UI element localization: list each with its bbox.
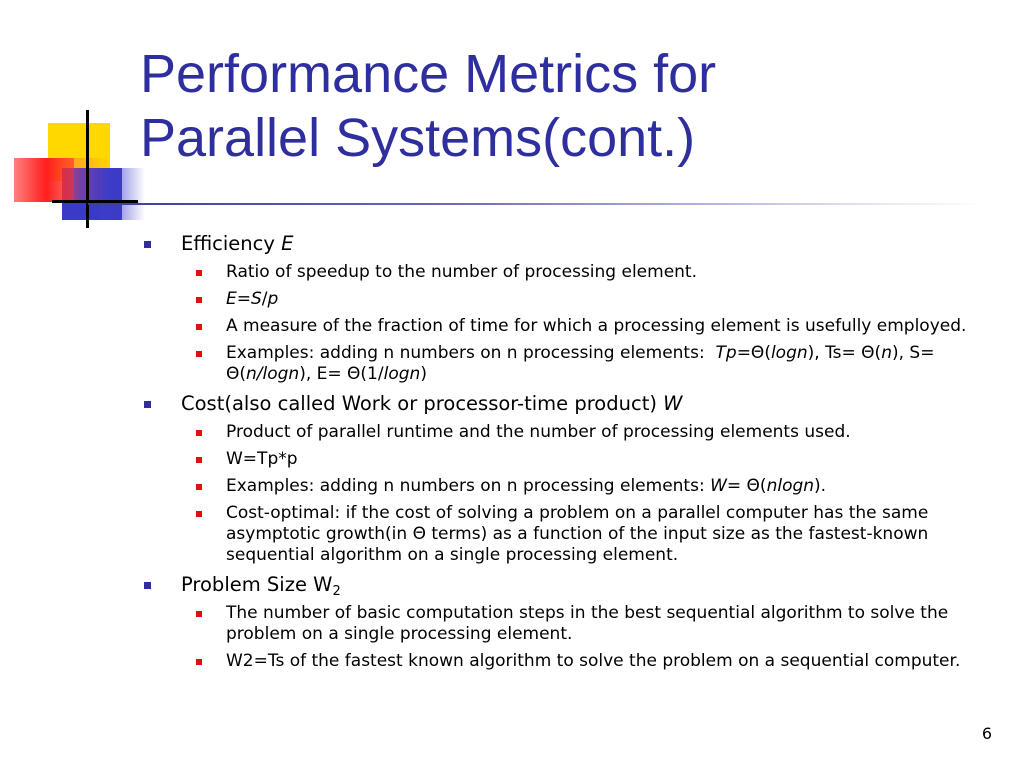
problem-size-label: Problem Size W xyxy=(181,573,333,596)
cost-symbol: W xyxy=(663,392,683,415)
sub-bullet xyxy=(142,262,1004,283)
cost-definition: Product of parallel runtime and the number of processing elements used. xyxy=(226,422,851,442)
example-n-over-logn: n/logn xyxy=(246,364,300,384)
example-part: ), Ts= Θ( xyxy=(807,343,882,363)
sub-bullet xyxy=(142,449,1004,470)
cost-example-w: W xyxy=(710,476,727,496)
bullet-efficiency xyxy=(142,231,1004,256)
example-n: n xyxy=(881,343,892,363)
example-text: Examples: adding n numbers on n processing elements: xyxy=(226,343,716,363)
bullet-problem-size xyxy=(142,572,1004,597)
problem-size-definition: The number of basic computation steps in the best sequential algorithm to solve the problem on a single processing element. xyxy=(226,603,949,644)
efficiency-symbol: E xyxy=(281,232,294,255)
decorative-red-fade xyxy=(40,158,110,202)
cost-example-nlogn: nlogn xyxy=(766,476,815,496)
example-tp: Tp xyxy=(715,343,737,363)
efficiency-measure: A measure of the fraction of time for which a processing element is usefully employed. xyxy=(226,316,967,336)
title-line-2: Parallel Systems(cont.) xyxy=(140,108,696,168)
example-part: ), E= Θ(1/ xyxy=(299,364,384,384)
title-line-1: Performance Metrics for xyxy=(140,44,717,104)
example-part: ), S= Θ( xyxy=(226,343,935,384)
sub-bullet xyxy=(142,503,1004,566)
example-logn: logn xyxy=(770,343,808,363)
page-number: 6 xyxy=(981,724,992,743)
cost-optimal-definition: Cost-optimal: if the cost of solving a problem on a parallel computer has the same asymptotic growth(in Θ terms) as a function of the input size as the fastest-known sequential algorithm on a single processing element. xyxy=(226,503,929,565)
bullet-cost xyxy=(142,391,1004,416)
example-part: ) xyxy=(420,364,427,384)
sub-bullet xyxy=(142,422,1004,443)
title-underline-rule xyxy=(88,203,988,205)
example-logn: logn xyxy=(383,364,421,384)
cost-example-part: ). xyxy=(814,476,827,496)
cost-label: Cost(also called Work or processor-time product) xyxy=(181,392,664,415)
sub-bullet xyxy=(142,603,1004,645)
problem-size-subscript: 2 xyxy=(332,584,341,599)
sub-bullet xyxy=(142,343,1004,385)
cost-formula: W=Tp*p xyxy=(226,449,298,469)
slide-title xyxy=(140,42,1000,170)
example-part: =Θ( xyxy=(736,343,771,363)
efficiency-label: Efficiency xyxy=(181,232,275,255)
formula-p: p xyxy=(267,289,279,309)
formula-slash: / xyxy=(261,289,268,309)
sub-bullet xyxy=(142,476,1004,497)
sub-bullet xyxy=(142,651,1004,672)
decorative-vertical-line xyxy=(86,110,89,228)
problem-size-w2: W2=Ts of the fastest known algorithm to solve the problem on a sequential computer. xyxy=(226,651,961,671)
formula-s: S xyxy=(251,289,262,309)
cost-example-part: = Θ( xyxy=(726,476,767,496)
formula-e: E xyxy=(226,289,237,309)
efficiency-definition: Ratio of speedup to the number of processing element. xyxy=(226,262,698,282)
sub-bullet xyxy=(142,316,1004,337)
formula-eq: = xyxy=(236,289,251,309)
slide-body xyxy=(142,226,1004,672)
sub-bullet xyxy=(142,289,1004,310)
cost-example-text: Examples: adding n numbers on n processing elements: xyxy=(226,476,711,496)
